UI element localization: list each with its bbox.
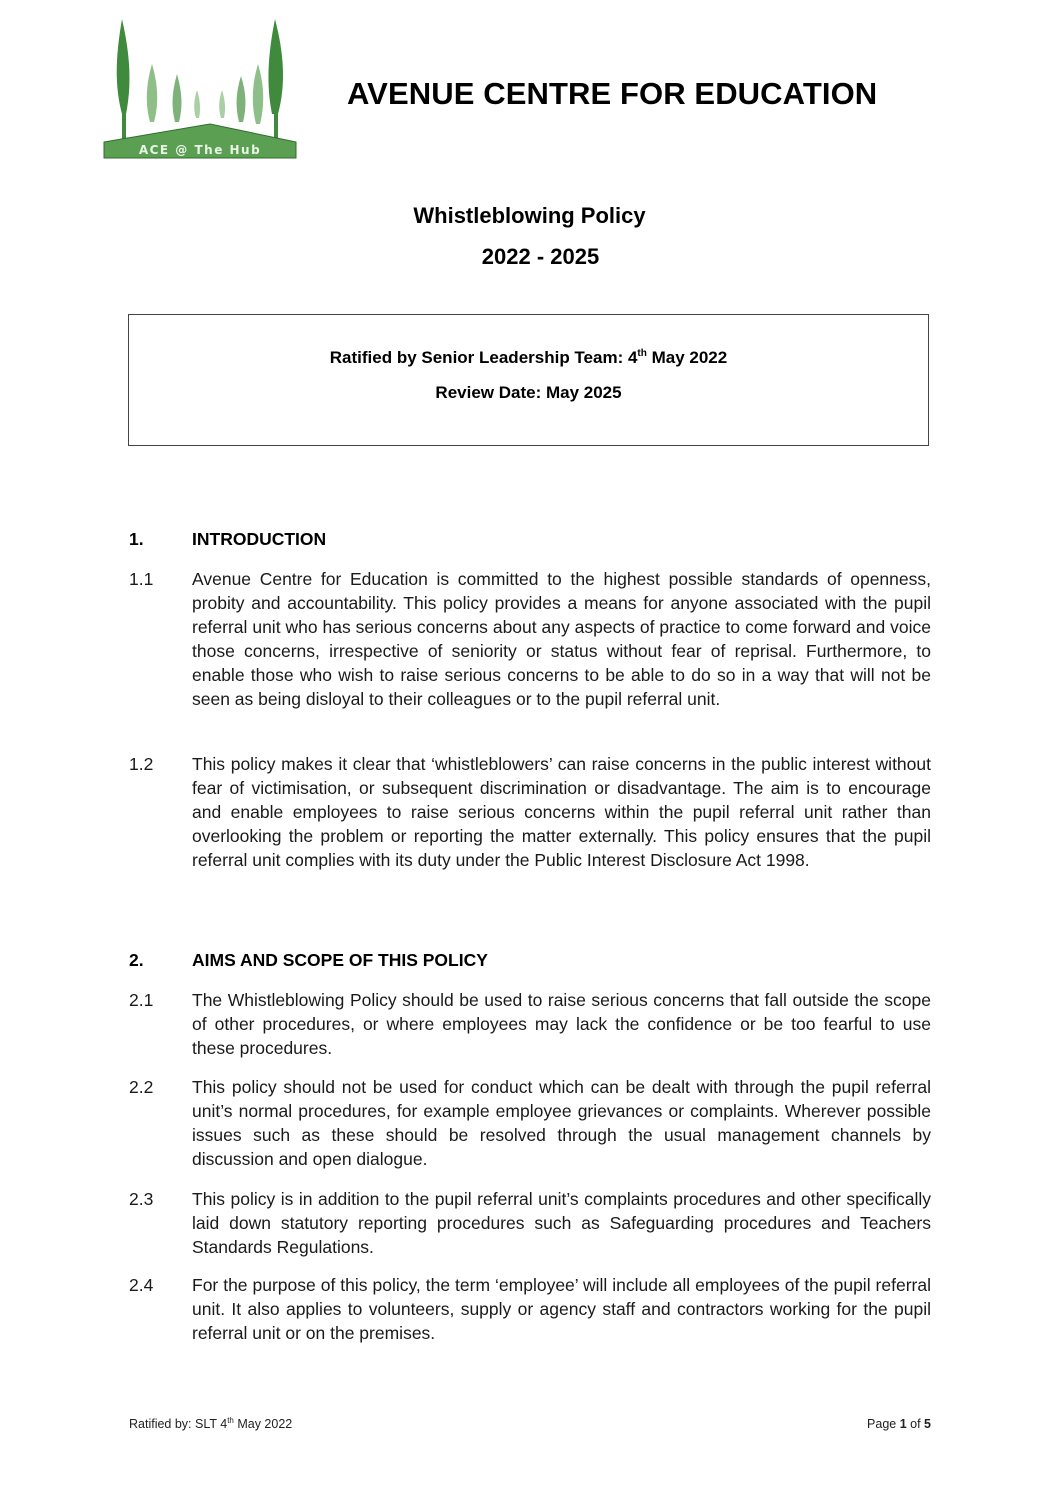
svg-text:ACE @ The Hub: ACE @ The Hub xyxy=(138,143,262,157)
footer-page-number: Page 1 of 5 xyxy=(867,1417,931,1431)
paragraph-2-3: 2.3 This policy is in addition to the pupil referral unit’s complaints procedures and other specifically laid down statutory reporting procedures such as Safeguarding procedures and Teachers Standards Regulations. xyxy=(129,1189,931,1257)
paragraph-2-4: 2.4 For the purpose of this policy, the term ‘employee’ will include all employees of the pupil referral unit. It also applies to volunteers, supply or agency staff and contractors working for the pupil referral unit or on the premises. xyxy=(129,1275,931,1343)
document-years: 2022 - 2025 xyxy=(481,244,600,269)
ratified-by-line: Ratified by Senior Leadership Team: 4th May 2022 xyxy=(329,348,728,367)
section-heading-introduction: 1. INTRODUCTION xyxy=(129,529,327,549)
ratification-box xyxy=(128,314,929,446)
ace-logo xyxy=(100,14,300,160)
section-heading-aims-scope: 2. AIMS AND SCOPE OF THIS POLICY xyxy=(129,950,488,970)
footer-ratified: Ratified by: SLT 4th May 2022 xyxy=(129,1416,293,1431)
paragraph-1-2: 1.2 This policy makes it clear that ‘whistleblowers’ can raise concerns in the public interest without fear of victimisation, or subsequent discrimination or disadvantage. The aim is to encourage and enable employees to raise serious concerns within the pupil referral unit rather than overlooking the problem or reporting the matter externally. This policy ensures that the pupil referral unit complies with its duty under the Public Interest Disclosure Act 1998. xyxy=(129,754,931,870)
paragraph-2-2: 2.2 This policy should not be used for conduct which can be dealt with through the pupil referral unit’s normal procedures, for example employee grievances or complaints. Wherever possible issues such as these should be resolved through the usual management channels by discussion and open dialogue. xyxy=(129,1077,931,1169)
tree-avenue-logo-icon xyxy=(100,14,300,160)
document-title: Whistleblowing Policy xyxy=(413,203,646,228)
organization-name: AVENUE CENTRE FOR EDUCATION xyxy=(347,76,878,111)
review-date-line: Review Date: May 2025 xyxy=(435,383,622,402)
paragraph-1-1: 1.1 Avenue Centre for Education is committed to the highest possible standards of openness, probity and accountability. This policy provides a means for anyone associated with the pupil referral unit who has serious concerns about any aspects of practice to come forward and voice those concerns, irrespective of seniority or status without fear of reprisal. Furthermore, to enable those who wish to raise serious concerns to be able to do so in a way that will not be seen as being disloyal to their colleagues or to the pupil referral unit. xyxy=(129,569,931,709)
paragraph-2-1: 2.1 The Whistleblowing Policy should be used to raise serious concerns that fall outside the scope of other procedures, or where employees may lack the confidence or be too fearful to use these procedures. xyxy=(129,990,931,1058)
